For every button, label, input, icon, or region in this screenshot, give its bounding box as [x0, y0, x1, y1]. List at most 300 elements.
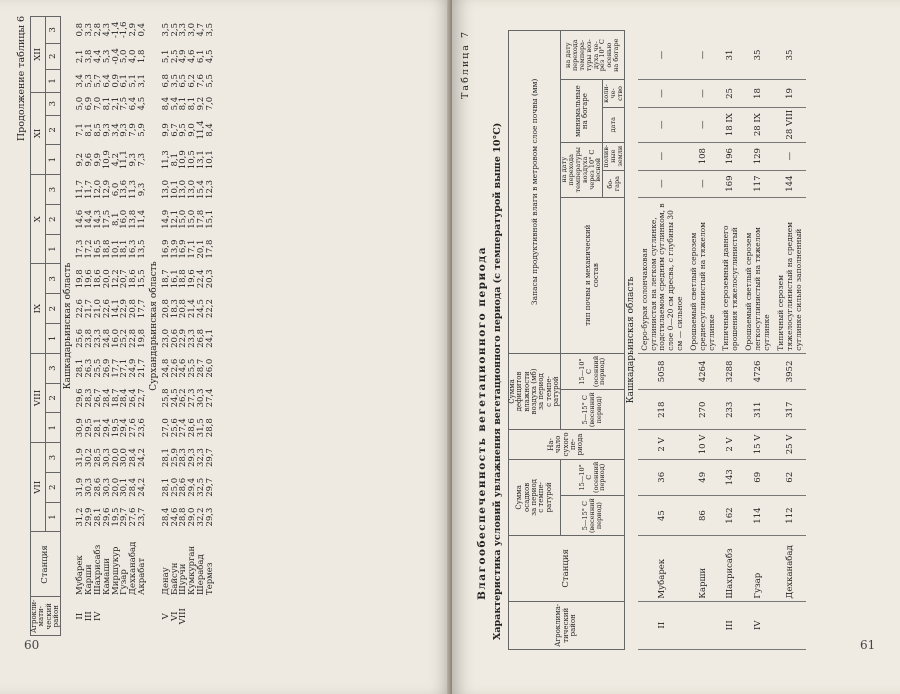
header-min-qty: коли- че- ство [603, 80, 624, 107]
value-cell: 11,1 [119, 150, 130, 170]
header-decade: 2 [46, 472, 61, 502]
value-cell: 17,2 [83, 239, 94, 259]
value-cell: 8,4 [205, 123, 216, 137]
header-agro-region: Агроклима- тический район [509, 601, 625, 649]
station-cell: Карши [687, 536, 719, 601]
header-month: IX [31, 264, 46, 353]
region-cell: VIII [178, 608, 189, 625]
region-cell: II [74, 612, 85, 620]
header-decade: 2 [46, 383, 61, 413]
value-cell: 10 V [687, 430, 719, 459]
value-cell: 4,0 [128, 49, 139, 64]
value-cell: 2,8 [92, 23, 103, 37]
value-cell: 3,3 [83, 23, 94, 37]
value-cell: 2,9 [128, 23, 139, 37]
value-cell: 3952 [774, 353, 806, 389]
value-cell: 117 [742, 170, 774, 197]
header-decade: 1 [46, 502, 61, 532]
header-decade: 2 [46, 204, 61, 234]
value-cell: 30,2 [83, 448, 94, 467]
value-cell: 25,5 [92, 358, 103, 378]
value-cell: 10,5 [187, 150, 198, 170]
value-cell: 4,9 [178, 49, 189, 64]
header-precip-15-10: 15—10° С (осенний период) [561, 459, 624, 495]
value-cell: 10,1 [110, 239, 121, 259]
value-cell: 27,6 [128, 418, 139, 438]
value-cell: 3,1 [137, 74, 148, 88]
value-cell: 24,5 [169, 388, 180, 408]
value-cell: 233 [719, 390, 742, 430]
value-cell: 7,9 [128, 123, 139, 137]
value-cell: II [638, 601, 687, 649]
value-cell: 29,3 [187, 448, 198, 467]
value-cell: 28,5 [92, 448, 103, 467]
value-cell: 28,7 [196, 358, 207, 378]
value-cell: 23,3 [92, 328, 103, 348]
station-cell: Акрабат [137, 557, 148, 595]
header-month: X [31, 175, 46, 264]
value-cell: 17,7 [137, 299, 148, 319]
value-cell: 24,5 [196, 299, 207, 319]
value-cell: 6,8 [160, 74, 171, 88]
value-cell: 8,1 [110, 212, 121, 227]
value-cell: 24,1 [205, 328, 216, 348]
value-cell: 2,1 [74, 49, 85, 64]
value-cell: 143 [719, 459, 742, 495]
value-cell: 24,2 [137, 477, 148, 497]
station-cell: Миршукур [110, 546, 121, 595]
station-cell: Кумкурган [187, 545, 198, 595]
value-cell: 30,3 [101, 477, 112, 497]
value-cell: 24,6 [169, 507, 180, 527]
value-cell: 19,6 [83, 269, 94, 289]
station-cell: Шерабад [196, 554, 207, 595]
header-decade: 3 [46, 264, 61, 294]
value-cell: 28,1 [160, 477, 171, 497]
value-cell: 13,5 [137, 239, 148, 259]
value-cell: 20,0 [101, 269, 112, 289]
value-cell: 114 [742, 496, 774, 536]
value-cell: 8,1 [83, 123, 94, 137]
value-cell: 0,9 [110, 74, 121, 88]
value-cell: 7,3 [137, 152, 148, 167]
value-cell: 14,9 [160, 209, 171, 229]
value-cell: 19,8 [137, 328, 148, 348]
value-cell: 62 [774, 459, 806, 495]
header-sum-precip: Сумма осадков за период с темпе- ратурой [509, 459, 561, 536]
value-cell: 9,2 [74, 152, 85, 167]
value-cell: 0,4 [137, 23, 148, 37]
value-cell: — [687, 80, 719, 107]
value-cell: 3,4 [110, 123, 121, 137]
continuation-label: Продолжение таблицы 6 [16, 16, 27, 142]
value-cell: 17,8 [205, 239, 216, 259]
value-cell: 30,0 [119, 448, 130, 467]
page-number-right: 61 [860, 638, 876, 652]
right-page [452, 0, 900, 694]
value-cell: 32,2 [196, 507, 207, 527]
value-cell: 28,6 [178, 477, 189, 497]
value-cell: 16,9 [160, 239, 171, 259]
value-cell: 270 [687, 390, 719, 430]
value-cell: 15,5 [137, 269, 148, 289]
value-cell: 31,5 [196, 418, 207, 438]
value-cell: — [638, 31, 687, 80]
value-cell: 4,5 [205, 49, 216, 64]
value-cell: 25,0 [169, 477, 180, 497]
region-cell: IV [92, 611, 103, 621]
value-cell: 112 [774, 496, 806, 536]
value-cell: 3,0 [187, 23, 198, 37]
value-cell: 16,3 [128, 239, 139, 259]
region-cell [120, 597, 129, 636]
region-cell: V [160, 613, 171, 620]
value-cell [687, 601, 719, 649]
value-cell: 22,6 [101, 299, 112, 319]
value-cell: 18,6 [128, 269, 139, 289]
value-cell: 5,1 [128, 74, 139, 88]
value-cell: 17,8 [196, 209, 207, 229]
value-cell: 6,2 [187, 74, 198, 88]
value-cell: 32,3 [196, 448, 207, 467]
value-cell: 5058 [638, 353, 687, 389]
value-cell: — [638, 80, 687, 107]
right-table-rotated [460, 30, 890, 650]
value-cell: 25,5 [187, 358, 198, 378]
value-cell: 8,1 [187, 96, 198, 111]
value-cell: 7,0 [92, 96, 103, 111]
value-cell: 11,4 [196, 120, 207, 140]
value-cell: — [638, 142, 687, 170]
station-cell: Камаши [101, 558, 112, 595]
value-cell: 28,4 [160, 507, 171, 527]
header-autumn: на дату перехода темпера- туры воз- духа че- рез 10° С осенью на богаре [561, 31, 624, 80]
value-cell: 29,7 [119, 507, 130, 527]
value-cell: 12,0 [92, 180, 103, 199]
value-cell: 16,0 [110, 328, 121, 348]
value-cell: 30,3 [83, 477, 94, 497]
value-cell: 28 VIII [774, 107, 806, 142]
value-cell: 17,3 [74, 239, 85, 259]
header-deficit-15-10: 15—10° С (осенний период) [561, 353, 624, 389]
section-title: Сурхандарьинская область [149, 261, 160, 391]
value-cell: 10,1 [205, 150, 216, 170]
value-cell: 29,7 [205, 448, 216, 467]
value-cell: 27,4 [205, 388, 216, 408]
header-decade: 1 [46, 234, 61, 264]
value-cell: 18,7 [110, 388, 121, 408]
value-cell: 5,3 [101, 49, 112, 64]
table-row [687, 31, 719, 650]
value-cell: 5,0 [119, 49, 130, 64]
header-decade: 3 [46, 443, 61, 473]
header-month: VIII [31, 353, 46, 442]
value-cell: 15,1 [205, 209, 216, 229]
value-cell: 12,3 [205, 180, 216, 199]
value-cell: 11,3 [128, 180, 139, 199]
table-title: Влагообеспеченность вегетационного периода [476, 245, 488, 600]
value-cell: 5,3 [83, 74, 94, 88]
value-cell: 30,3 [196, 388, 207, 408]
header-precip-5-15: 5—15° С (весенний период) [561, 496, 624, 536]
station-cell: Гузар [119, 569, 130, 595]
value-cell: 218 [638, 390, 687, 430]
value-cell: 24,8 [160, 358, 171, 378]
value-cell: 35 [774, 31, 806, 80]
station-cell: Мубарек [638, 536, 687, 601]
value-cell: 13,9 [169, 239, 180, 259]
header-dry-start: На- чало сухого пе- риода [509, 430, 625, 459]
header-on-date: на дату перехода температуры воздуха через 10° С весной [561, 142, 603, 197]
soil-cell: Орошаемый светлый серозем легкосуглинистый на тяжелом суглинке [742, 197, 774, 353]
region-cell [206, 597, 215, 636]
value-cell: 5,7 [92, 74, 103, 88]
value-cell: 9,9 [92, 152, 103, 167]
value-cell: 13,6 [119, 180, 130, 199]
value-cell: 13,0 [160, 180, 171, 199]
header-decade: 3 [46, 92, 61, 115]
value-cell: 6,9 [83, 96, 94, 111]
temperature-table [30, 16, 215, 636]
value-cell: 29,6 [101, 507, 112, 527]
value-cell: 6,1 [196, 49, 207, 64]
value-cell: 5,0 [74, 96, 85, 111]
value-cell: 22,9 [178, 328, 189, 348]
value-cell: 4,7 [196, 23, 207, 37]
value-cell: 26,3 [83, 358, 94, 378]
value-cell: 29,4 [101, 418, 112, 438]
value-cell: 86 [687, 496, 719, 536]
value-cell: 24,8 [101, 328, 112, 348]
value-cell: 28,6 [92, 477, 103, 497]
value-cell: 17,7 [110, 358, 121, 378]
value-cell: 2,1 [110, 96, 121, 111]
value-cell: 13,8 [128, 209, 139, 229]
header-decade: 1 [46, 70, 61, 93]
value-cell: 21,4 [187, 299, 198, 319]
header-decade: 2 [46, 43, 61, 69]
value-cell: 20,1 [196, 239, 207, 259]
value-cell: 27,4 [178, 418, 189, 438]
value-cell: 10,9 [178, 150, 189, 170]
value-cell: 13,0 [187, 180, 198, 199]
value-cell: 15,0 [178, 209, 189, 229]
value-cell: 129 [742, 142, 774, 170]
value-cell: 28 IX [742, 107, 774, 142]
value-cell: 14,3 [92, 209, 103, 229]
header-moisture: Запасы продуктивной влаги в метровом слое почвы (мм) [509, 31, 561, 354]
value-cell: 18 IX [719, 107, 742, 142]
value-cell: 28,3 [178, 448, 189, 467]
header-station: Станция [31, 532, 61, 597]
value-cell: 22,9 [119, 299, 130, 319]
value-cell: 28,8 [205, 418, 216, 438]
value-cell: 8,4 [160, 96, 171, 111]
header-decade: 1 [46, 145, 61, 175]
value-cell: 30,3 [101, 448, 112, 467]
value-cell: 25,6 [169, 418, 180, 438]
value-cell: 20,8 [128, 299, 139, 319]
value-cell: 108 [687, 142, 719, 170]
section-title: Кашкадарьинская область [63, 262, 74, 390]
table-number-label: Таблица 7 [460, 30, 471, 99]
value-cell: 28,4 [128, 477, 139, 497]
header-min-bogar: минимальные на богаре [561, 80, 603, 142]
value-cell: 36 [638, 459, 687, 495]
value-cell: 20,0 [110, 477, 121, 497]
value-cell: 20,7 [119, 269, 130, 289]
table-subtitle: Характеристика условий увлажнения вегетационного периода (с температурой выше 10°C) [492, 122, 503, 640]
value-cell: 2 V [719, 430, 742, 459]
soil-cell: Типичный серозем тяжелосуглинистый на среднем суглинке сильно заполненный [774, 197, 806, 353]
value-cell: 23,3 [187, 328, 198, 348]
value-cell: 9,3 [137, 182, 148, 197]
value-cell: 32,5 [196, 477, 207, 497]
value-cell: 9,5 [178, 123, 189, 137]
value-cell: 6,1 [119, 74, 130, 88]
value-cell: 24,2 [137, 448, 148, 467]
value-cell: 11,7 [74, 180, 85, 199]
value-cell: 23,7 [137, 507, 148, 527]
value-cell: 15,4 [196, 180, 207, 199]
table-row [742, 31, 774, 650]
station-cell: Шурчи [178, 563, 189, 595]
value-cell: 2,5 [169, 49, 180, 64]
value-cell: — [638, 107, 687, 142]
value-cell: 26,8 [196, 328, 207, 348]
table-row [638, 31, 687, 650]
value-cell: 28,1 [74, 358, 85, 378]
value-cell: — [687, 31, 719, 80]
header-soil-type: тип почвы и механический состав [561, 197, 624, 353]
value-cell: 4,6 [187, 49, 198, 64]
header-decade: 3 [46, 17, 61, 44]
header-irrigated: полив- ные земли [603, 142, 624, 170]
page-number-left: 60 [24, 638, 40, 652]
value-cell: 69 [742, 459, 774, 495]
value-cell: 29,3 [205, 507, 216, 527]
value-cell: 25,2 [119, 328, 130, 348]
value-cell: 2,5 [169, 23, 180, 37]
value-cell: 31 [719, 31, 742, 80]
value-cell: 27,1 [119, 358, 130, 378]
header-month: XI [31, 92, 46, 174]
moisture-table [508, 30, 806, 650]
station-cell: Карши [83, 564, 94, 595]
value-cell [774, 601, 806, 649]
value-cell: 16,5 [92, 239, 103, 259]
value-cell: 26,9 [101, 358, 112, 378]
value-cell: 8,1 [169, 152, 180, 167]
value-cell: 317 [774, 390, 806, 430]
value-cell: 25,8 [160, 388, 171, 408]
value-cell: — [774, 142, 806, 170]
value-cell: 18,8 [101, 239, 112, 259]
region-cell: VI [169, 611, 180, 621]
value-cell: 35 [742, 31, 774, 80]
value-cell: 25,6 [74, 328, 85, 348]
value-cell: 26,0 [205, 358, 216, 378]
value-cell: 5,1 [160, 49, 171, 64]
value-cell: 6,5 [178, 74, 189, 88]
value-cell: 144 [774, 170, 806, 197]
header-decade: 3 [46, 175, 61, 205]
table-row [206, 17, 215, 636]
value-cell: 28,6 [187, 418, 198, 438]
value-cell: 20,8 [160, 299, 171, 319]
table-row [774, 31, 806, 650]
soil-cell: Орошаемый светлый серозем среднесуглинистый на тяжелом суглинке [687, 197, 719, 353]
value-cell: 4,4 [92, 49, 103, 64]
value-cell: 14,4 [83, 209, 94, 229]
value-cell: 28,8 [178, 507, 189, 527]
left-table-rotated [16, 16, 446, 636]
header-bogar: бо- гара [603, 170, 624, 197]
region-cell: III [83, 611, 94, 622]
value-cell: 24,6 [178, 358, 189, 378]
value-cell: 6,7 [169, 123, 180, 137]
value-cell: III [719, 601, 742, 649]
value-cell: 30,1 [119, 477, 130, 497]
value-cell: 21,7 [137, 358, 148, 378]
value-cell: 21,0 [92, 299, 103, 319]
value-cell: 29,9 [83, 507, 94, 527]
value-cell: 4,3 [101, 23, 112, 37]
header-agro-region: Агрокли- мати- ческий район [31, 597, 61, 636]
value-cell: 19,5 [110, 507, 121, 527]
header-decade: 2 [46, 115, 61, 145]
value-cell: 21,7 [83, 299, 94, 319]
header-station: Станция [509, 536, 625, 601]
value-cell: 7,0 [205, 96, 216, 111]
value-cell: 19,5 [110, 418, 121, 438]
value-cell: 16,9 [178, 239, 189, 259]
value-cell: 4264 [687, 353, 719, 389]
value-cell: 18,8 [178, 269, 189, 289]
table-row [719, 31, 742, 650]
value-cell: 20,6 [169, 328, 180, 348]
header-deficit: Сумма дефицитов влажности воздуха (мб) за период с темпе- ратурой [509, 353, 561, 430]
value-cell: 30,9 [74, 418, 85, 438]
value-cell: 5,9 [137, 123, 148, 137]
value-cell: 25 V [774, 430, 806, 459]
value-cell: 11,7 [83, 180, 94, 199]
value-cell: 25,9 [169, 448, 180, 467]
value-cell: 3,8 [83, 49, 94, 64]
value-cell: IV [742, 601, 774, 649]
region-cell [112, 597, 121, 636]
value-cell: 20,0 [110, 448, 121, 467]
value-cell: 10,9 [101, 150, 112, 170]
value-cell: 28,4 [128, 448, 139, 467]
value-cell: 22,6 [169, 358, 180, 378]
value-cell: 29,6 [74, 388, 85, 408]
value-cell: 27,0 [160, 418, 171, 438]
value-cell: 9,0 [187, 123, 198, 137]
value-cell: 12,9 [101, 180, 112, 199]
value-cell: 22,6 [74, 299, 85, 319]
value-cell: 9,6 [83, 152, 94, 167]
value-cell: 6,4 [128, 96, 139, 111]
value-cell: 29,0 [187, 507, 198, 527]
value-cell: 12,1 [169, 209, 180, 229]
header-min-date: дата [603, 107, 624, 142]
value-cell: 28,4 [119, 388, 130, 408]
value-cell: 17,1 [187, 239, 198, 259]
value-cell: -1,6 [119, 21, 130, 38]
value-cell: 31,2 [74, 507, 85, 527]
value-cell: 26,2 [178, 388, 189, 408]
